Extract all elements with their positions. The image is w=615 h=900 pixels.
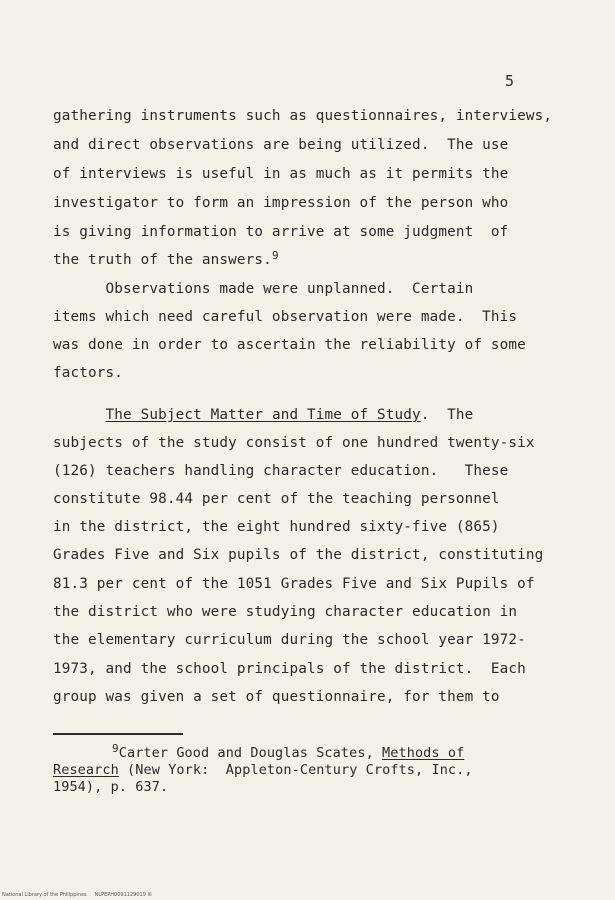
section-heading: The Subject Matter and Time of Study <box>105 407 421 423</box>
body-line-1: gathering instruments such as questionnaires, interviews, <box>53 108 553 124</box>
body-line-20: 1973, and the school principals of the district. Each <box>53 661 526 677</box>
body-line-12: subjects of the study consist of one hundred twenty-six <box>53 435 535 451</box>
body-line-13: (126) teachers handling character education. These <box>53 463 509 479</box>
footnote-divider <box>53 733 183 735</box>
body-line-2: and direct observations are being utilized. The use <box>53 137 509 153</box>
footnote-title-1: Methods of <box>382 745 465 761</box>
heading-indent <box>53 407 106 423</box>
body-line-7: Observations made were unplanned. Certain <box>53 281 474 297</box>
body-line-5: is giving information to arrive at some judgment of <box>53 224 509 240</box>
body-line-17: 81.3 per cent of the 1051 Grades Five and Six Pupils of <box>53 576 535 592</box>
footnote-line-2 <box>53 762 473 778</box>
body-line-10: factors. <box>53 365 124 381</box>
footnote-line-3: 1954), p. 637. <box>53 779 169 795</box>
section-heading-line <box>53 407 473 423</box>
body-line-15: in the district, the eight hundred sixty-five (865) <box>53 519 500 535</box>
body-line-4: investigator to form an impression of the person who <box>53 195 509 211</box>
footnote-authors: Carter Good and Douglas Scates, <box>118 745 383 761</box>
body-line-6-text: the truth of the answers. <box>53 252 272 268</box>
archive-strip: National Library of the Philippines NLPEPH0091129019 lil <box>2 892 152 898</box>
page-number: 5 <box>505 72 515 90</box>
footnote-publisher: (New York: Appleton-Century Crofts, Inc., <box>118 762 473 778</box>
footnote-line-1 <box>112 742 465 761</box>
body-line-6 <box>53 249 279 268</box>
body-line-3: of interviews is useful in as much as it permits the <box>53 166 509 182</box>
body-line-9: was done in order to ascertain the reliability of some <box>53 337 526 353</box>
body-line-16: Grades Five and Six pupils of the district, constituting <box>53 547 544 563</box>
footnote-title-2: Research <box>53 762 119 778</box>
body-line-14: constitute 98.44 per cent of the teaching personnel <box>53 491 500 507</box>
footnote-reference: 9 <box>271 249 279 263</box>
body-line-21: group was given a set of questionnaire, for them to <box>53 689 500 705</box>
body-line-19: the elementary curriculum during the school year 1972- <box>53 632 526 648</box>
body-line-18: the district who were studying character education in <box>53 604 518 620</box>
body-line-8: items which need careful observation were made. This <box>53 309 518 325</box>
footnote-marker: 9 <box>112 742 119 756</box>
heading-tail: . The <box>420 407 474 423</box>
